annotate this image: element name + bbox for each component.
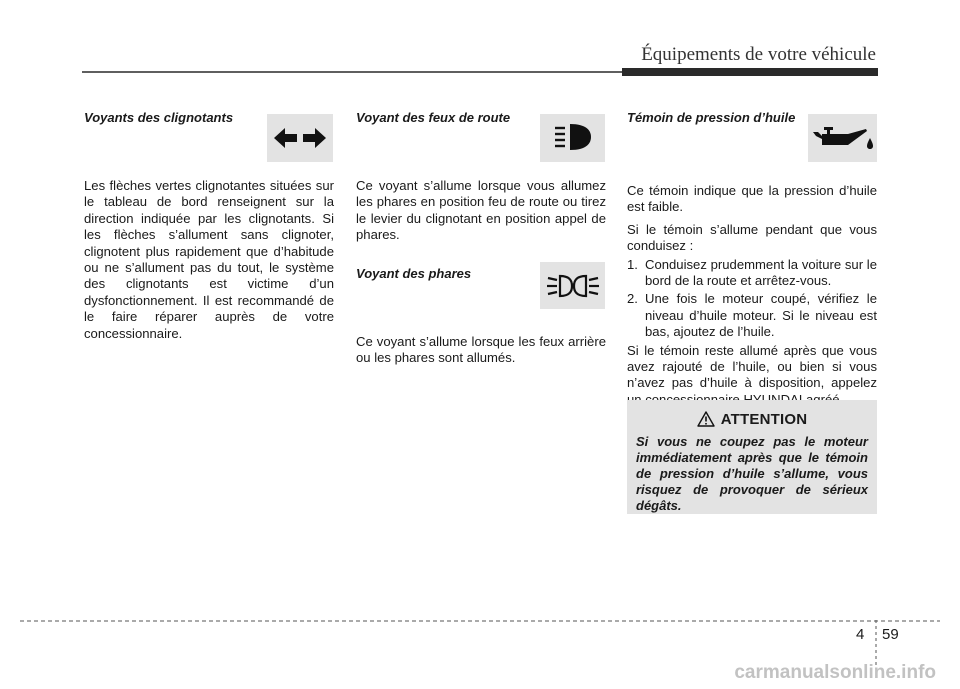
oil-can-icon	[812, 123, 874, 153]
attention-box	[627, 400, 877, 514]
header-rule	[82, 68, 878, 76]
turn-signal-icon-box	[267, 114, 333, 162]
high-beam-text: Ce voyant s’allume lorsque vous allumez les phares en position feu de route ou tirez le levier du clignotant en position appel de phares.	[356, 178, 606, 243]
oil-pressure-p1: Ce témoin indique que la pression d’huile est faible.	[627, 183, 877, 215]
high-beam-icon-box	[540, 114, 605, 162]
headlights-title: Voyant des phares	[356, 265, 472, 281]
oil-can-icon-box	[808, 114, 877, 162]
list-item-text: Conduisez prudemment la voiture sur le bord de la route et arrêtez-vous.	[645, 256, 877, 289]
page-header-title: Équipements de votre véhicule	[641, 44, 876, 65]
turn-signal-title: Voyants des clignotants	[84, 110, 234, 125]
headlights-text: Ce voyant s’allume lorsque les feux arrière ou les phares sont allumés.	[356, 333, 606, 366]
page-number-separator	[875, 620, 877, 665]
attention-title: ATTENTION	[720, 410, 808, 428]
turn-signal-arrows-icon	[272, 124, 328, 152]
oil-pressure-p3: Si le témoin reste allumé après que vous avez rajouté de l’huile, ou bien si vous n’avez pas d’huile à disposition, appelez	[627, 342, 877, 391]
list-item-number: 1.	[627, 256, 638, 272]
list-item	[627, 291, 877, 340]
turn-signal-text: Les flèches vertes clignotantes situées sur le tableau de bord renseignent sur la direction indiquée par les clignotants. Si les flèches s’allument sans clignoter, clignotent plus rapidement que d’habitude ou ne s’allument pas du tout, le système des clignotants est victime d’un dysfonctionnement. Il est recommandé de le faire réparer auprès de votre concessionnaire.	[84, 178, 334, 341]
headlight-icon	[545, 271, 601, 301]
list-item	[627, 257, 877, 290]
oil-pressure-title: Témoin de pression d’huile	[627, 110, 796, 125]
list-item-text: Une fois le moteur coupé, vérifiez le niveau d’huile moteur. Si le niveau est bas, ajoutez de l’huile.	[645, 291, 877, 340]
watermark-text: carmanualsonline.info	[734, 662, 936, 683]
attention-text: Si vous ne coupez pas le moteur immédiatement après que le témoin de pression d’huile s’allume, vous risquez de provoquer de sérieux dégâts.	[636, 434, 868, 513]
footer-rule	[20, 620, 940, 622]
list-item-number: 2.	[627, 291, 638, 307]
oil-pressure-p2: Si le témoin s’allume pendant que vous conduisez :	[627, 221, 877, 254]
high-beam-icon	[551, 121, 595, 155]
page-number: 59	[882, 626, 899, 643]
chapter-number: 4	[856, 626, 865, 643]
headlight-icon-box	[540, 262, 605, 309]
attention-header	[636, 408, 868, 430]
high-beam-title: Voyant des feux de route	[356, 110, 511, 125]
warning-triangle-icon	[697, 411, 715, 427]
